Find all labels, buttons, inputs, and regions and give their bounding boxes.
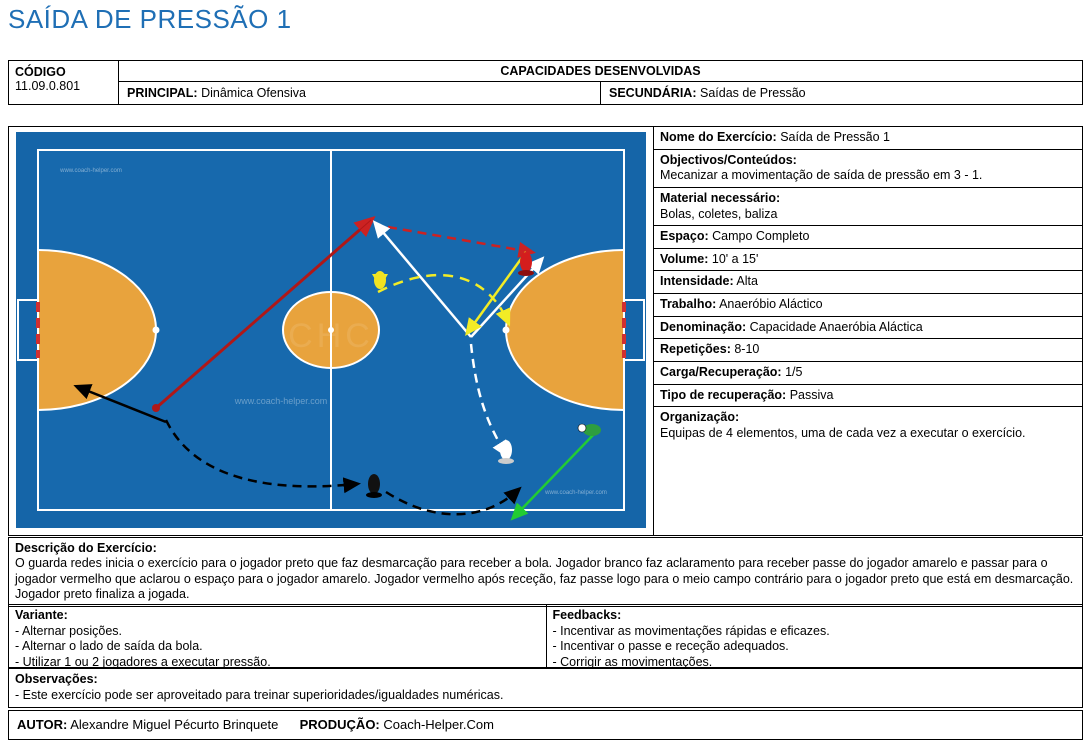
info-label-espaco: Espaço: xyxy=(660,229,709,244)
observacoes-text: - Este exercício pode ser aproveitado para treinar superioridades/igualdades numéricas. xyxy=(15,687,504,702)
principal-label: PRINCIPAL: xyxy=(127,86,198,100)
capacidades-row xyxy=(119,82,1082,104)
info-label-objectivos: Objectivos/Conteúdos: xyxy=(660,152,797,167)
capacidades-title: CAPACIDADES DESENVOLVIDAS xyxy=(119,61,1082,82)
producao-label: PRODUÇÃO: xyxy=(299,717,380,732)
descricao-text: O guarda redes inicia o exercício para o jogador preto que faz desmarcação para receber a bola. Jogador branco faz aclaramento para receber passe do jogador amarelo e passar para o jogador vermelho que aclarou o espaço para o jogador amarelo. Jogador vermelho após receção, faz passe logo para o meio campo contrário para o jogador preto que está em desmarcação. Jogador preto finaliza a jogada. xyxy=(15,556,1074,601)
info-value-trabalho: Anaeróbio Aláctico xyxy=(719,297,823,311)
info-label-repeticoes: Repetições: xyxy=(660,342,731,357)
variante-item-1: - Alternar posições. xyxy=(15,623,122,638)
autor-label: AUTOR: xyxy=(17,717,68,732)
feedbacks-column xyxy=(546,605,1083,667)
codigo-value: 11.09.0.801 xyxy=(15,79,81,93)
info-row-material xyxy=(654,188,1082,226)
variante-feedback-block xyxy=(8,604,1083,668)
codigo-label: CÓDIGO xyxy=(15,65,66,79)
descricao-label: Descrição do Exercício: xyxy=(15,541,157,555)
court-diagram xyxy=(16,132,646,528)
info-row-tiporecuperacao xyxy=(654,385,1082,408)
variante-column xyxy=(9,605,546,667)
info-value-objectivos: Mecanizar a movimentação de saída de pressão em 3 - 1. xyxy=(660,168,983,183)
info-value-tiporecuperacao: Passiva xyxy=(789,387,834,402)
principal-cell xyxy=(119,82,600,104)
player-yellow xyxy=(374,271,386,289)
feedbacks-item-2: - Incentivar o passe e receção adequados. xyxy=(552,639,789,654)
secundaria-cell xyxy=(600,82,1082,104)
svg-text:www.coach-helper.com: www.coach-helper.com xyxy=(545,490,607,496)
info-row-volume xyxy=(654,249,1082,272)
info-row-espaco xyxy=(654,226,1082,249)
secundaria-label: SECUNDÁRIA: xyxy=(609,86,697,100)
feedbacks-item-1: - Incentivar as movimentações rápidas e eficazes. xyxy=(552,623,830,638)
info-row-trabalho xyxy=(654,294,1082,317)
info-value-nome: Saída de Pressão 1 xyxy=(780,130,890,144)
info-row-denominacao xyxy=(654,317,1082,340)
codigo-cell xyxy=(9,61,119,104)
info-value-organizacao: Equipas de 4 elementos, uma de cada vez a executar o exercício. xyxy=(660,425,1026,440)
info-label-trabalho: Trabalho: xyxy=(660,297,717,311)
info-label-material: Material necessário: xyxy=(660,190,781,205)
capacidades-block xyxy=(119,61,1082,104)
producao-value: Coach-Helper.Com xyxy=(383,717,494,732)
descricao-block xyxy=(8,537,1083,607)
variante-item-2: - Alternar o lado de saída da bola. xyxy=(15,639,203,654)
principal-value: Dinâmica Ofensiva xyxy=(201,86,306,100)
variante-item-3: - Utilizar 1 ou 2 jogadores a executar pressão. xyxy=(15,654,271,669)
info-label-nome: Nome do Exercício: xyxy=(660,130,777,144)
info-label-tiporecuperacao: Tipo de recuperação: xyxy=(660,387,787,402)
info-label-volume: Volume: xyxy=(660,251,709,266)
info-value-denominacao: Capacidade Anaeróbia Aláctica xyxy=(749,319,923,334)
info-value-espaco: Campo Completo xyxy=(712,229,810,244)
svg-text:CHC: CHC xyxy=(288,317,374,355)
info-row-objectivos xyxy=(654,150,1082,188)
info-value-material: Bolas, coletes, baliza xyxy=(660,206,778,221)
info-panel xyxy=(654,127,1082,535)
court-svg xyxy=(16,132,646,528)
info-label-intensidade: Intensidade: xyxy=(660,274,734,289)
header-table xyxy=(8,60,1083,105)
observacoes-block xyxy=(8,668,1083,708)
page-title: SAÍDA DE PRESSÃO 1 xyxy=(8,4,292,34)
court-diagram-cell xyxy=(9,127,654,535)
info-row-carga xyxy=(654,362,1082,385)
info-row-organizacao xyxy=(654,407,1082,444)
info-value-intensidade: Alta xyxy=(736,274,758,289)
info-label-carga: Carga/Recuperação: xyxy=(660,364,782,379)
autor-value: Alexandre Miguel Pécurto Brinquete xyxy=(70,717,279,732)
info-value-repeticoes: 8-10 xyxy=(734,342,760,357)
info-row-nome xyxy=(654,127,1082,150)
info-row-repeticoes xyxy=(654,339,1082,362)
info-value-volume: 10' a 15' xyxy=(711,251,759,266)
feedbacks-item-3: - Corrigir as movimentações. xyxy=(552,654,713,669)
body-table xyxy=(8,126,1083,536)
footer-block xyxy=(8,710,1083,740)
variante-label: Variante: xyxy=(15,608,68,622)
info-label-organizacao: Organização: xyxy=(660,410,740,425)
observacoes-label: Observações: xyxy=(15,672,98,686)
svg-text:www.coach-helper.com: www.coach-helper.com xyxy=(60,168,122,174)
info-value-carga: 1/5 xyxy=(785,364,803,379)
svg-text:www.coach-helper.com: www.coach-helper.com xyxy=(234,396,328,406)
info-row-intensidade xyxy=(654,271,1082,294)
feedbacks-label: Feedbacks: xyxy=(552,608,622,622)
info-label-denominacao: Denominação: xyxy=(660,319,747,334)
secundaria-value: Saídas de Pressão xyxy=(699,86,806,100)
